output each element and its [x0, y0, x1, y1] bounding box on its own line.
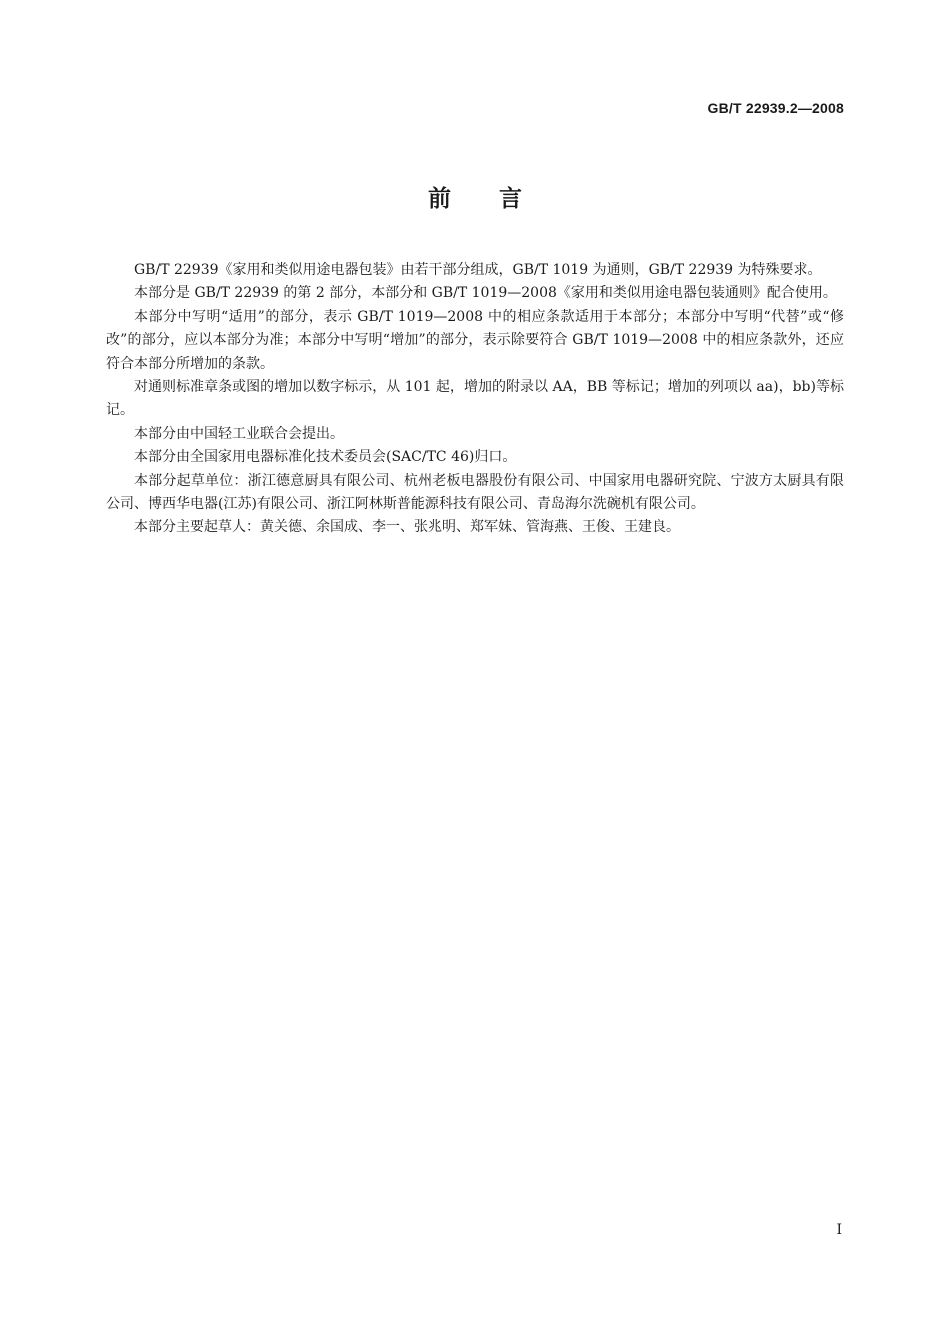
paragraph-relationship: 本部分是 GB/T 22939 的第 2 部分，本部分和 GB/T 1019—2008《家用和类似用途电器包装通则》配合使用。 [134, 285, 837, 302]
paragraph-proposer: 本部分由中国轻工业联合会提出。 [134, 425, 344, 442]
paragraph-committee: 本部分由全国家用电器标准化技术委员会(SAC/TC 46)归口。 [134, 449, 517, 466]
paragraph-applicability: 本部分中写明“适用”的部分，表示 GB/T 1019—2008 中的相应条款适用于本部分；本部分中写明“代替”或“修改”的部分，应以本部分为准；本部分中写明“增加”的部分，表示除要符合 GB/T 1019—2008 中的相应条款外，还应符合本部分所增加的条款。 [106, 308, 844, 372]
paragraph-drafting-units: 本部分起草单位：浙江德意厨具有限公司、杭州老板电器股份有限公司、中国家用电器研究院、宁波方太厨具有限公司、博西华电器(江苏)有限公司、浙江阿林斯普能源科技有限公司、青岛海尔洗碗机有限公司。 [106, 472, 844, 513]
standard-number: GB/T 22939.2—2008 [707, 100, 844, 116]
foreword-body [106, 259, 844, 540]
page-title-char-2: 言 [499, 186, 522, 212]
paragraph-numbering: 对通则标准章条或图的增加以数字标示，从 101 起，增加的附录以 AA，BB 等标记；增加的列项以 aa)，bb)等标记。 [106, 379, 844, 419]
page-title [0, 180, 950, 213]
paragraph-composition: GB/T 22939《家用和类似用途电器包装》由若干部分组成，GB/T 1019 为通则，GB/T 22939 为特殊要求。 [134, 262, 822, 278]
page-number: I [836, 1222, 842, 1238]
page-title-char-1: 前 [428, 186, 451, 212]
paragraph-drafters: 本部分主要起草人：黄关德、余国成、李一、张兆明、郑军妹、管海燕、王俊、王建良。 [134, 519, 680, 536]
